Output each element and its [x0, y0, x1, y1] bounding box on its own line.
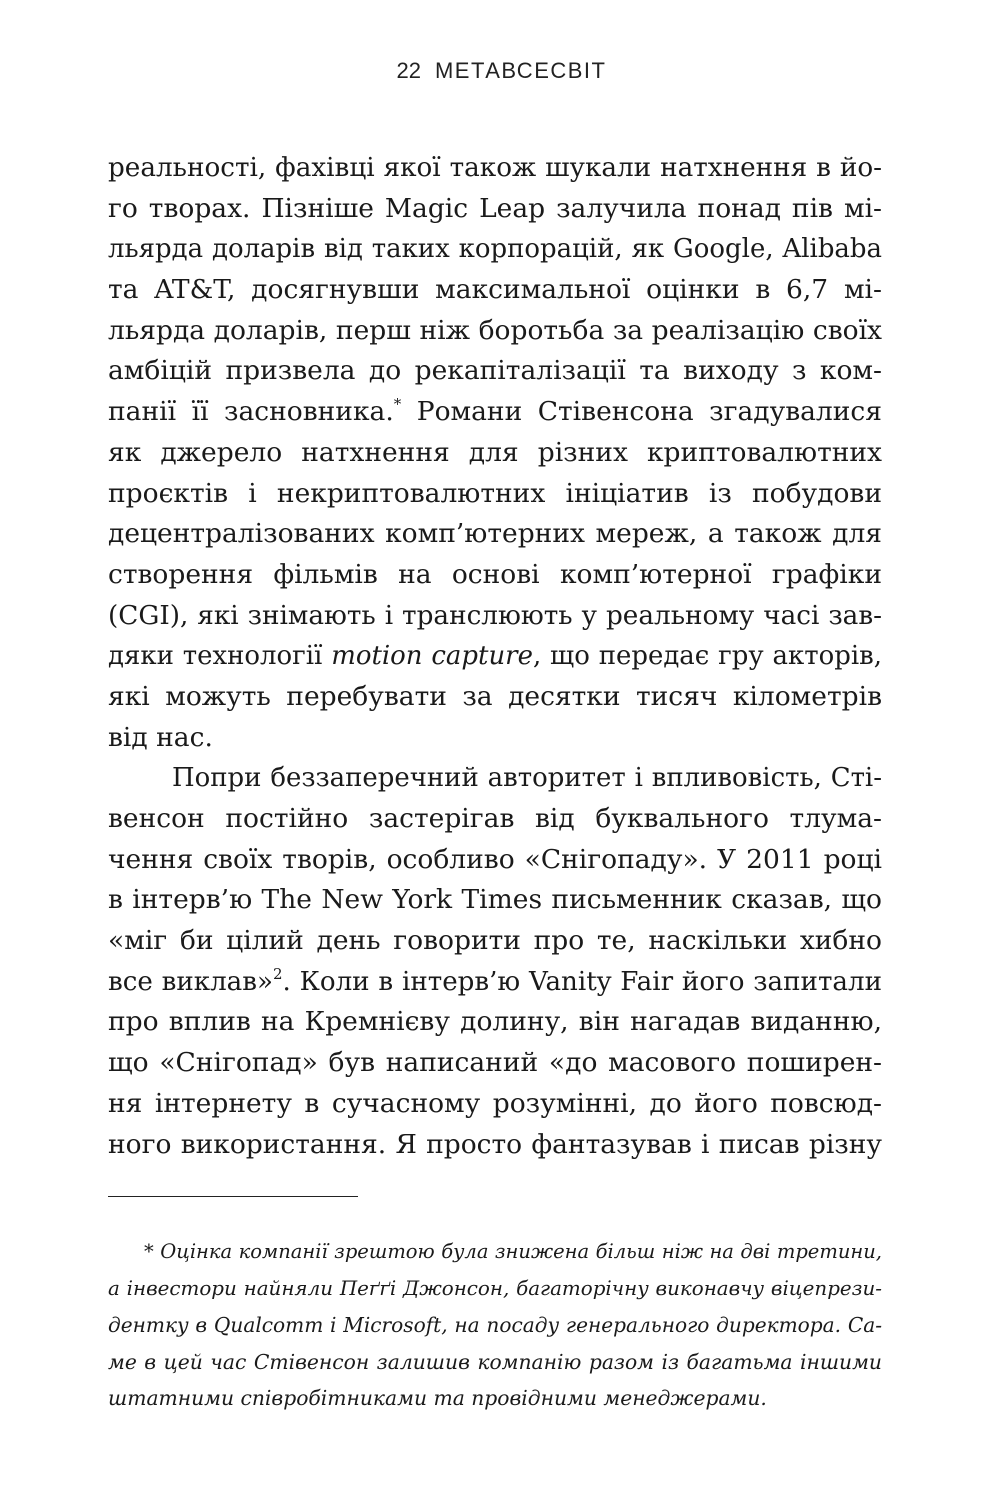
- footnote-line: штатними співробітниками та провідними менеджерами.: [108, 1386, 767, 1411]
- footnote-line: дентку в Qualcomm і Microsoft, на посаду генерального директора. Са-: [108, 1313, 882, 1338]
- footnote: [108, 1234, 882, 1417]
- text-segment: дяки технології: [108, 641, 332, 672]
- footnote-divider: [108, 1196, 358, 1197]
- text-line: як джерело натхнення для різних криптовалютних: [108, 436, 882, 468]
- footnote-marker: *: [393, 395, 402, 414]
- text-line: що «Снігопад» був написаний «до масового поширен-: [108, 1047, 882, 1079]
- text-line: створення фільмів на основі комп’ютерної графіки: [108, 558, 882, 590]
- text-line: льярда доларів, перш ніж боротьба за реалізацію своїх: [108, 314, 882, 346]
- paragraph-2: [108, 758, 882, 1165]
- text-line: льярда доларів від таких корпорацій, як Google, Alibaba: [108, 234, 882, 265]
- text-line: чення своїх творів, особливо «Снігопаду». У 2011 році: [108, 843, 882, 875]
- italic-term: motion capture: [331, 641, 533, 672]
- body-text: [108, 148, 882, 1165]
- page-number: 22: [396, 58, 421, 83]
- text-line: [108, 636, 882, 677]
- text-line: та AT&T, досягнувши максимальної оцінки в 6,7 мі-: [108, 274, 882, 306]
- text-line: які можуть перебувати за десятки тисяч кілометрів: [108, 680, 882, 712]
- footnote-line: ме в цей час Стівенсон залишив компанію разом із багатьма іншими: [108, 1349, 882, 1374]
- endnote-reference: 2: [272, 964, 283, 983]
- text-line: го творах. Пізніше Magic Leap залучила понад пів мі-: [108, 192, 882, 224]
- text-segment: Романи Стівенсона згадувалися: [401, 396, 882, 428]
- text-line: реальності, фахівці якої також шукали натхнення в йо-: [108, 153, 882, 183]
- text-segment: все виклав»: [108, 966, 273, 997]
- text-line: венсон постійно застерігав від буквального тлума-: [108, 803, 882, 834]
- text-line: Попри беззаперечний авторитет і впливовість, Сті-: [172, 763, 882, 794]
- text-line: проєктів і некриптовалютних ініціатив із побудови: [108, 477, 882, 509]
- text-line: децентралізованих комп’ютерних мереж, а також для: [108, 518, 882, 550]
- text-line: [108, 962, 882, 1003]
- running-head: [0, 58, 1003, 84]
- text-line: про вплив на Кремнієву долину, він нагадав виданню,: [108, 1006, 882, 1038]
- running-title: МЕТАВСЕСВІТ: [434, 58, 607, 83]
- paragraph-1: [108, 148, 882, 758]
- text-line: (CGI), які знімають і транслюють у реальному часі зав-: [108, 600, 882, 631]
- text-line: «міг би цілий день говорити про те, наскільки хибно: [108, 925, 882, 957]
- text-line: ня інтернету в сучасному розумінні, до його повсюд-: [108, 1087, 882, 1119]
- text-segment: , що передає гру акторів,: [532, 641, 882, 672]
- text-line: від нас.: [108, 721, 213, 753]
- text-line: ного використання. Я просто фантазував і писав різну: [108, 1128, 882, 1160]
- text-line: [108, 392, 882, 433]
- text-segment: . Коли в інтерв’ю Vanity Fair його запитали: [282, 966, 882, 997]
- footnote-line: * Оцінка компанії зрештою була знижена більш ніж на дві третини,: [144, 1240, 882, 1263]
- footnote-line: а інвестори найняли Пеґґі Джонсон, багаторічну виконавчу віцепрези-: [108, 1276, 882, 1300]
- text-line: в інтерв’ю The New York Times письменник сказав, що: [108, 884, 882, 916]
- text-line: амбіцій призвела до рекапіталізації та виходу з ком-: [108, 355, 882, 387]
- text-segment: панії її засновника.: [108, 396, 394, 428]
